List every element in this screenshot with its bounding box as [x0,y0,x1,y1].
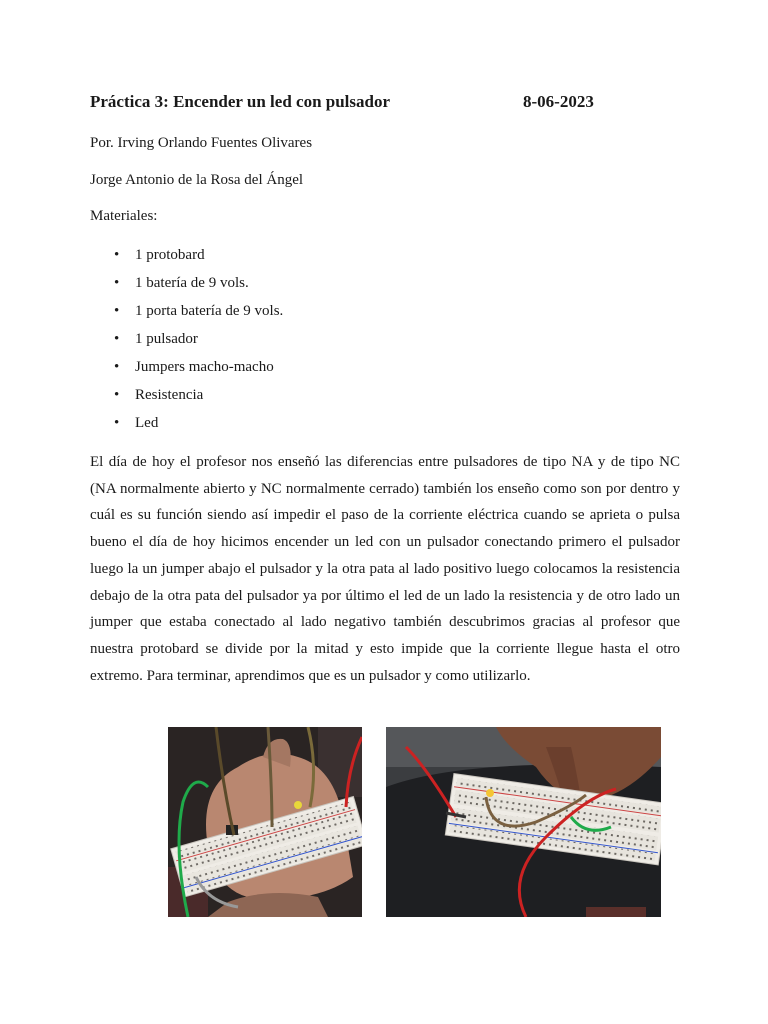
bullet-icon: • [114,415,120,431]
list-item: • 1 pulsador [90,328,283,356]
breadboard-photo-2 [386,727,661,917]
bullet-icon: • [114,331,120,347]
bullet-icon: • [114,275,120,291]
list-item: • 1 batería de 9 vols. [90,272,283,300]
bullet-icon: • [114,359,120,375]
breadboard-photo-1 [168,727,362,917]
bullet-icon: • [114,247,120,263]
materials-heading: Materiales: [90,208,158,224]
body-paragraph: El día de hoy el profesor nos enseñó las diferencias entre pulsadores de tipo NA y de tipo NC (NA normalmente abierto y NC normalmente cerrado) también los enseño como son por dentro y cuál es su función siendo así impedir el paso de la corriente eléctrica cuando se aprieta o pulsa bueno el día de hoy hicimos encender un led con un pulsador conectando primero el pulsador luego la un jumper abajo el pulsador y la otra pata al lado positivo luego colocamos la resistencia debajo de la otra pata del pulsador ya por último el led de un lado la resistencia y de otro lado un jumper que estaba conectado al lado negativo también descubrimos gracias al profesor que nuestra protobard se divide por la mitad y esto impide que la corriente llegue hasta el otro extremo. Para terminar, aprendimos que es un pulsador y como utilizarlo. [90,454,680,684]
list-item: • Jumpers macho-macho [90,356,283,384]
document-header [90,92,610,118]
author-line-1: Por. Irving Orlando Fuentes Olivares [90,135,313,151]
bullet-icon: • [114,387,120,403]
materials-list [90,244,283,440]
list-item: • 1 protobard [90,244,283,272]
document-date: 8-06-2023 [523,92,594,111]
document-title: Práctica 3: Encender un led con pulsador [90,92,391,111]
list-item: • Resistencia [90,384,283,412]
list-item: • 1 porta batería de 9 vols. [90,300,283,328]
author-line-2: Jorge Antonio de la Rosa del Ángel [90,172,304,188]
list-item: • Led [90,412,283,440]
bullet-icon: • [114,303,120,319]
